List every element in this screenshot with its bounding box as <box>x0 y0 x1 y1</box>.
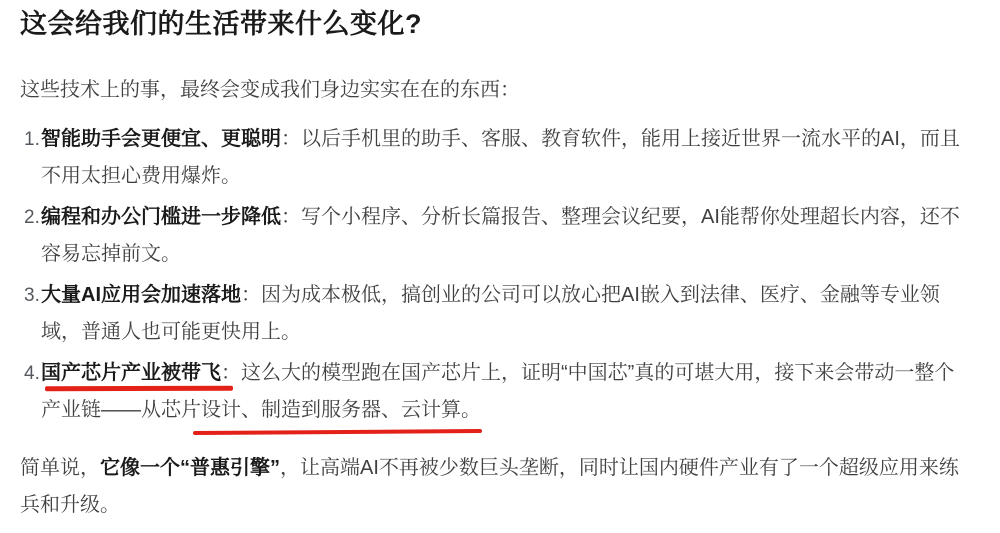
list-item-text <box>41 355 960 430</box>
list-item-number: 1. <box>24 128 40 150</box>
closing-bold: 它像一个“普惠引擎” <box>100 456 280 479</box>
list-item-lead: 编程和办公门槛进一步降低 <box>41 205 281 228</box>
closing-prefix: 简单说， <box>20 456 100 479</box>
list-item-text <box>41 277 960 352</box>
list-item-text <box>41 199 960 274</box>
numbered-list <box>20 121 960 430</box>
list-item <box>24 199 960 274</box>
list-item-separator: ： <box>241 283 261 306</box>
list-item-number: 4. <box>24 362 40 384</box>
list-item-body: 这么大的模型跑在国产芯片上，证明“中国芯”真的可堪大用，接下来会带动一整个产业链——从芯片设计、制造到服务器、云计算。 <box>41 361 955 421</box>
list-item <box>24 277 960 352</box>
list-item-body: 以后手机里的助手、客服、教育软件，能用上接近世界一流水平的AI，而且不用太担心费用爆炸。 <box>41 127 960 187</box>
list-item-body: 写个小程序、分析长篇报告、整理会议纪要，AI能帮你处理超长内容，还不容易忘掉前文。 <box>41 205 960 265</box>
list-item-lead: 大量AI应用会加速落地 <box>41 283 241 306</box>
closing-paragraph <box>20 450 960 525</box>
list-item-body: 因为成本极低，搞创业的公司可以放心把AI嵌入到法律、医疗、金融等专业领域，普通人也可能更快用上。 <box>41 283 940 343</box>
page-title: 这会给我们的生活带来什么变化? <box>20 9 422 39</box>
red-underline-annotation <box>45 386 233 391</box>
list-item-lead: 国产芯片产业被带飞 <box>41 361 221 384</box>
list-item <box>24 121 960 196</box>
closing-body: ，让高端AI不再被少数巨头垄断，同时让国内硬件产业有了一个超级应用来练兵和升级。 <box>20 456 959 516</box>
list-item-separator: ： <box>221 361 241 384</box>
list-item-number: 2. <box>24 206 40 228</box>
list-item <box>24 355 960 430</box>
list-item-separator: ： <box>281 205 301 228</box>
list-item-number: 3. <box>24 284 40 306</box>
list-item-lead: 智能助手会更便宜、更聪明 <box>41 127 281 150</box>
list-item-separator: ： <box>281 127 301 150</box>
intro-paragraph: 这些技术上的事，最终会变成我们身边实实在在的东西： <box>20 79 520 101</box>
list-item-text <box>41 121 960 196</box>
red-underline-annotation <box>193 429 482 435</box>
